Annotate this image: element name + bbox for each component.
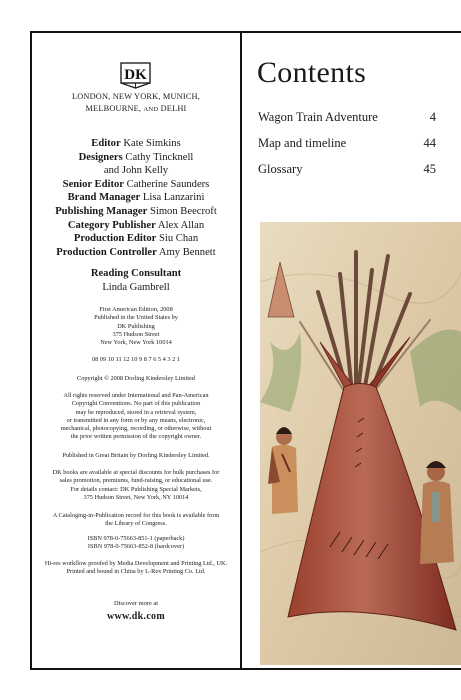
toc-item-map-and-timeline[interactable] <box>258 136 436 152</box>
reading-consultant <box>32 267 240 294</box>
gb-publication: Published in Great Britain by Dorling Kindersley Limited. <box>62 452 210 459</box>
credit-row: Production Editor Siu Chan <box>73 233 199 245</box>
special-sales: DK books are available at special discounts for bulk purchases for sales promotion, premiums, fund-raising, or educational use. For details contact: DK Publishing Special Markets, 375 Hudson Street, New York, NY 10014 <box>52 469 220 501</box>
toc-item-glossary[interactable] <box>258 162 436 178</box>
copyright-line: Copyright © 2008 Dorling Kindersley Limited <box>77 375 195 382</box>
printing-info: Hi-res workflow proofed by Media Development and Printing Ltd., UK. Printed and bound in China by L-Rex Printing Co. Ltd. <box>44 560 228 576</box>
toc-item-title: Glossary <box>258 162 303 176</box>
toc-item-wagon-train-adventure[interactable] <box>258 110 436 126</box>
discover-label: Discover more at <box>113 600 158 607</box>
dk-logo-icon <box>120 62 151 89</box>
toc-item-title: Map and timeline <box>258 136 347 150</box>
cip-record: A Cataloging-in-Publication record for this book is available from the Library of Congress. <box>52 512 220 528</box>
toc-item-page: 45 <box>423 162 436 176</box>
print-line: 08 09 10 11 12 10 9 8 7 6 5 4 3 2 1 <box>92 356 180 363</box>
page-title: Contents <box>257 56 367 89</box>
consultant-name: Linda Gambrell <box>102 281 170 293</box>
contents-column <box>242 33 461 668</box>
imprint-line: MELBOURNE, AND DELHI <box>85 104 187 113</box>
website-link[interactable]: www.dk.com <box>106 611 165 622</box>
tepee-illustration <box>260 222 461 665</box>
credit-row: Publishing Manager Simon Beecroft <box>55 205 217 217</box>
logo-text: DK <box>124 67 147 83</box>
credit-row: Category Publisher Alex Allan <box>67 219 205 231</box>
credit-row: Editor Kate Simkins <box>91 138 181 149</box>
toc-item-page: 4 <box>429 110 436 124</box>
copyright-column <box>32 33 240 668</box>
credit-row: Brand Manager Lisa Lanzarini <box>67 192 205 204</box>
credit-row: and John Kelly <box>103 165 169 177</box>
rights-statement: All rights reserved under International and Pan-American Copyright Conventions. No part of this publication may be reproduced, stored in a retrieval system, or transmitted in any form or by any means, electronic, mechanical, photocopying, recording, or otherwise, without the prior written permission of the copyright owner. <box>60 392 212 441</box>
isbn-list: ISBN 978-0-75663-851-1 (paperback) ISBN 978-0-75663-852-8 (hardcover) <box>87 535 185 551</box>
credits-list <box>32 137 240 259</box>
imprint-line: LONDON, NEW YORK, MUNICH, <box>71 92 201 101</box>
credit-row: Designers Cathy Tincknell <box>78 151 194 163</box>
credit-row: Production Controller Amy Bennett <box>56 246 216 258</box>
edition-info: First American Edition, 2008 Published in the United States by DK Publishing 375 Hudson Street New York, New York 10014 <box>94 306 178 347</box>
toc-item-page: 44 <box>423 136 436 150</box>
credit-row: Senior Editor Catherine Saunders <box>62 178 210 190</box>
consultant-role: Reading Consultant <box>90 268 182 279</box>
toc-item-title: Wagon Train Adventure <box>258 110 378 124</box>
imprint-cities <box>32 91 240 116</box>
